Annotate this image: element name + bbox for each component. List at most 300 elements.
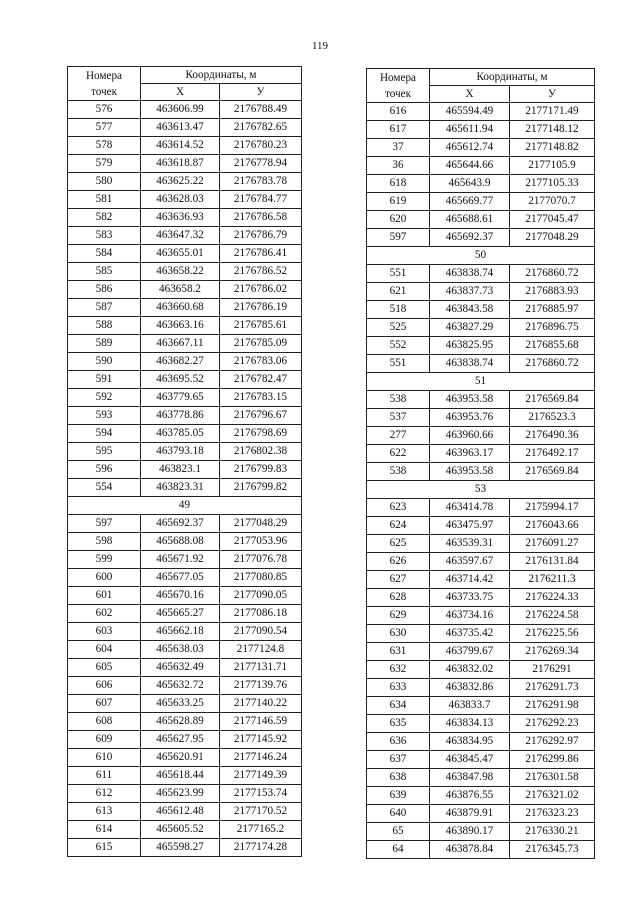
point-number-cell: 585 [68,263,141,281]
point-number-cell: 623 [367,499,430,517]
point-number-cell: 538 [367,391,430,409]
x-coordinate-cell: 465671.92 [141,551,220,569]
coordinates-table-right [366,68,595,859]
section-row [367,373,595,391]
y-coordinate-cell: 2176855.68 [510,337,595,355]
table-row [68,803,302,821]
table-row [68,839,302,857]
table-row [68,533,302,551]
x-coordinate-cell: 463614.52 [141,137,220,155]
y-coordinate-cell: 2176782.65 [220,119,302,137]
point-number-cell: 599 [68,551,141,569]
coordinates-header: Координаты, м [141,67,302,84]
y-coordinate-cell: 2176523.3 [510,409,595,427]
y-coordinate-cell: 2176778.94 [220,155,302,173]
point-number-cell: 36 [367,157,430,175]
point-number-cell: 637 [367,751,430,769]
x-coordinate-cell: 465643.9 [430,175,510,193]
point-number-cell: 37 [367,139,430,157]
point-number-cell: 518 [367,301,430,319]
y-coordinate-cell: 2176330.21 [510,823,595,841]
y-coordinate-cell: 2176783.06 [220,353,302,371]
table-row [367,679,595,697]
point-number-cell: 597 [367,229,430,247]
y-coordinate-cell: 2176785.61 [220,317,302,335]
y-coordinate-cell: 2177090.05 [220,587,302,605]
x-coordinate-cell: 463695.52 [141,371,220,389]
table-row [367,751,595,769]
point-number-cell: 624 [367,517,430,535]
y-header: У [510,86,595,103]
x-coordinate-cell: 463960.66 [430,427,510,445]
y-coordinate-cell: 2176291 [510,661,595,679]
point-number-cell: 607 [68,695,141,713]
x-coordinate-cell: 463793.18 [141,443,220,461]
y-coordinate-cell: 2176798.69 [220,425,302,443]
point-number-cell: 633 [367,679,430,697]
table-row [68,713,302,731]
table-row [367,229,595,247]
point-number-cell: 576 [68,101,141,119]
table-row [367,625,595,643]
table-row [68,695,302,713]
table-row [367,499,595,517]
point-number-cell: 629 [367,607,430,625]
x-coordinate-cell: 465669.77 [430,193,510,211]
point-number-header [68,67,141,101]
y-coordinate-cell: 2177131.71 [220,659,302,677]
x-coordinate-cell: 465688.61 [430,211,510,229]
y-coordinate-cell: 2177145.92 [220,731,302,749]
table-row [367,805,595,823]
y-coordinate-cell: 2177090.54 [220,623,302,641]
table-row [367,139,595,157]
y-coordinate-cell: 2176043.66 [510,517,595,535]
x-coordinate-cell: 463414.78 [430,499,510,517]
section-row [367,247,595,265]
y-coordinate-cell: 2176291.98 [510,697,595,715]
point-number-cell: 525 [367,319,430,337]
x-coordinate-cell: 465623.99 [141,785,220,803]
y-coordinate-cell: 2176786.41 [220,245,302,263]
point-number-cell: 598 [68,533,141,551]
table-row [367,103,595,121]
table-row [367,409,595,427]
point-number-cell: 595 [68,443,141,461]
x-coordinate-cell: 463838.74 [430,265,510,283]
y-coordinate-cell: 2177148.82 [510,139,595,157]
y-coordinate-cell: 2176224.58 [510,607,595,625]
point-number-cell: 636 [367,733,430,751]
table-row [367,553,595,571]
y-coordinate-cell: 2177105.9 [510,157,595,175]
table-row [68,749,302,767]
point-number-cell: 619 [367,193,430,211]
point-number-cell: 628 [367,589,430,607]
point-number-cell: 604 [68,641,141,659]
x-coordinate-cell: 465612.74 [430,139,510,157]
x-coordinate-cell: 465632.49 [141,659,220,677]
point-number-cell: 65 [367,823,430,841]
table-row [367,283,595,301]
y-coordinate-cell: 2177153.74 [220,785,302,803]
x-coordinate-cell: 463628.03 [141,191,220,209]
point-number-cell: 590 [68,353,141,371]
table-row [367,337,595,355]
x-coordinate-cell: 463953.58 [430,463,510,481]
section-row [367,481,595,499]
x-coordinate-cell: 463832.02 [430,661,510,679]
table-row [68,281,302,299]
point-number-cell: 605 [68,659,141,677]
x-coordinate-cell: 465627.95 [141,731,220,749]
table-row [367,211,595,229]
y-coordinate-cell: 2176091.27 [510,535,595,553]
y-coordinate-cell: 2177165.2 [220,821,302,839]
y-coordinate-cell: 2176784.77 [220,191,302,209]
table-row [367,769,595,787]
x-coordinate-cell: 463833.7 [430,697,510,715]
table-row [68,191,302,209]
point-number-cell: 578 [68,137,141,155]
point-number-cell: 630 [367,625,430,643]
section-row [68,497,302,515]
x-coordinate-cell: 465633.25 [141,695,220,713]
point-number-cell: 602 [68,605,141,623]
section-label: 53 [367,481,595,499]
y-coordinate-cell: 2177076.78 [220,551,302,569]
point-number-cell: 581 [68,191,141,209]
y-coordinate-cell: 2176896.75 [510,319,595,337]
point-number-cell: 593 [68,407,141,425]
point-number-cell: 638 [367,769,430,787]
x-coordinate-cell: 465632.72 [141,677,220,695]
x-coordinate-cell: 463636.93 [141,209,220,227]
point-number-cell: 577 [68,119,141,137]
table-row [68,479,302,497]
y-coordinate-cell: 2176786.58 [220,209,302,227]
section-label: 49 [68,497,302,515]
x-coordinate-cell: 463799.67 [430,643,510,661]
x-coordinate-cell: 465692.37 [430,229,510,247]
table-row [68,605,302,623]
x-coordinate-cell: 463735.42 [430,625,510,643]
point-number-cell: 612 [68,785,141,803]
table-row [367,355,595,373]
y-coordinate-cell: 2176211.3 [510,571,595,589]
point-number-header-line2: точек [90,85,118,98]
x-coordinate-cell: 463667.11 [141,335,220,353]
table-row [68,137,302,155]
y-coordinate-cell: 2177139.76 [220,677,302,695]
y-coordinate-cell: 2176291.73 [510,679,595,697]
point-number-cell: 621 [367,283,430,301]
y-coordinate-cell: 2177146.59 [220,713,302,731]
y-coordinate-cell: 2176131.84 [510,553,595,571]
x-coordinate-cell: 463734.16 [430,607,510,625]
x-coordinate-cell: 463539.31 [430,535,510,553]
table-row [68,443,302,461]
table-row [68,677,302,695]
y-coordinate-cell: 2177148.12 [510,121,595,139]
y-coordinate-cell: 2177048.29 [220,515,302,533]
y-coordinate-cell: 2177045.47 [510,211,595,229]
x-coordinate-cell: 463597.67 [430,553,510,571]
y-coordinate-cell: 2176345.73 [510,841,595,859]
y-coordinate-cell: 2176786.02 [220,281,302,299]
point-number-cell: 64 [367,841,430,859]
x-coordinate-cell: 463779.65 [141,389,220,407]
x-coordinate-cell: 465665.27 [141,605,220,623]
y-coordinate-cell: 2176321.02 [510,787,595,805]
point-number-header [367,69,430,103]
table-row [68,101,302,119]
table-row [68,317,302,335]
y-coordinate-cell: 2177146.24 [220,749,302,767]
point-number-cell: 601 [68,587,141,605]
table-row [367,445,595,463]
y-coordinate-cell: 2176269.34 [510,643,595,661]
x-coordinate-cell: 463878.84 [430,841,510,859]
table-row [68,731,302,749]
x-coordinate-cell: 465677.05 [141,569,220,587]
x-coordinate-cell: 463845.47 [430,751,510,769]
x-coordinate-cell: 463953.76 [430,409,510,427]
table-row [367,535,595,553]
table-row [367,157,595,175]
point-number-cell: 615 [68,839,141,857]
point-number-cell: 551 [367,355,430,373]
y-coordinate-cell: 2176802.38 [220,443,302,461]
x-coordinate-cell: 465611.94 [430,121,510,139]
y-coordinate-cell: 2177048.29 [510,229,595,247]
x-coordinate-cell: 463890.17 [430,823,510,841]
table-row [367,661,595,679]
point-number-cell: 616 [367,103,430,121]
x-coordinate-cell: 463953.58 [430,391,510,409]
x-coordinate-cell: 465644.66 [430,157,510,175]
y-coordinate-cell: 2177070.7 [510,193,595,211]
point-number-cell: 640 [367,805,430,823]
y-coordinate-cell: 2175994.17 [510,499,595,517]
y-coordinate-cell: 2177149.39 [220,767,302,785]
table-row [68,389,302,407]
point-number-cell: 609 [68,731,141,749]
x-coordinate-cell: 463658.2 [141,281,220,299]
x-coordinate-cell: 463778.86 [141,407,220,425]
table-row [367,175,595,193]
x-coordinate-cell: 463682.27 [141,353,220,371]
table-row [68,515,302,533]
table-row [68,425,302,443]
y-coordinate-cell: 2176301.58 [510,769,595,787]
table-row [367,121,595,139]
x-coordinate-cell: 463837.73 [430,283,510,301]
point-number-cell: 584 [68,245,141,263]
table-header [68,67,302,101]
table-header [367,69,595,103]
x-coordinate-cell: 465598.27 [141,839,220,857]
point-number-cell: 625 [367,535,430,553]
table-row [367,697,595,715]
point-number-cell: 603 [68,623,141,641]
point-number-cell: 610 [68,749,141,767]
point-number-cell: 277 [367,427,430,445]
y-coordinate-cell: 2176783.78 [220,173,302,191]
point-number-cell: 635 [367,715,430,733]
y-coordinate-cell: 2176860.72 [510,265,595,283]
y-coordinate-cell: 2177086.18 [220,605,302,623]
table-row [367,193,595,211]
x-coordinate-cell: 463879.91 [430,805,510,823]
x-coordinate-cell: 463834.95 [430,733,510,751]
table-row [68,335,302,353]
y-coordinate-cell: 2177170.52 [220,803,302,821]
point-number-cell: 583 [68,227,141,245]
x-coordinate-cell: 463658.22 [141,263,220,281]
x-coordinate-cell: 463832.86 [430,679,510,697]
x-coordinate-cell: 463963.17 [430,445,510,463]
x-coordinate-cell: 463714.42 [430,571,510,589]
y-header: У [220,84,302,101]
point-number-cell: 597 [68,515,141,533]
table-row [68,245,302,263]
section-label: 51 [367,373,595,391]
x-coordinate-cell: 463618.87 [141,155,220,173]
section-label: 50 [367,247,595,265]
x-coordinate-cell: 465662.18 [141,623,220,641]
point-number-header-line1: Номера [379,71,417,84]
point-number-cell: 639 [367,787,430,805]
y-coordinate-cell: 2176796.67 [220,407,302,425]
point-number-header-line2: точек [384,87,412,100]
y-coordinate-cell: 2176788.49 [220,101,302,119]
table-row [68,587,302,605]
x-coordinate-cell: 463655.01 [141,245,220,263]
table-row [68,227,302,245]
y-coordinate-cell: 2177105.33 [510,175,595,193]
table-row [68,569,302,587]
x-coordinate-cell: 465594.49 [430,103,510,121]
x-coordinate-cell: 463625.22 [141,173,220,191]
x-coordinate-cell: 463843.58 [430,301,510,319]
point-number-cell: 588 [68,317,141,335]
y-coordinate-cell: 2176786.79 [220,227,302,245]
x-coordinate-cell: 463876.55 [430,787,510,805]
point-number-cell: 580 [68,173,141,191]
point-number-cell: 600 [68,569,141,587]
x-coordinate-cell: 465628.89 [141,713,220,731]
table-row [367,265,595,283]
point-number-cell: 632 [367,661,430,679]
point-number-cell: 606 [68,677,141,695]
x-coordinate-cell: 465618.44 [141,767,220,785]
table-row [367,841,595,859]
point-number-cell: 587 [68,299,141,317]
table-row [367,733,595,751]
point-number-cell: 589 [68,335,141,353]
table-row [68,785,302,803]
x-coordinate-cell: 463733.75 [430,589,510,607]
table-row [367,607,595,625]
table-row [367,571,595,589]
y-coordinate-cell: 2176323.23 [510,805,595,823]
table-row [367,787,595,805]
point-number-cell: 617 [367,121,430,139]
y-coordinate-cell: 2176799.83 [220,461,302,479]
point-number-cell: 631 [367,643,430,661]
point-number-cell: 551 [367,265,430,283]
table-row [367,301,595,319]
point-number-cell: 582 [68,209,141,227]
y-coordinate-cell: 2176492.17 [510,445,595,463]
x-coordinate-cell: 463663.16 [141,317,220,335]
table-row [68,821,302,839]
y-coordinate-cell: 2176780.23 [220,137,302,155]
y-coordinate-cell: 2176786.52 [220,263,302,281]
x-coordinate-cell: 465670.16 [141,587,220,605]
table-row [68,173,302,191]
point-number-cell: 611 [68,767,141,785]
table-row [68,353,302,371]
y-coordinate-cell: 2176224.33 [510,589,595,607]
table-row [367,589,595,607]
table-row [367,715,595,733]
x-coordinate-cell: 465638.03 [141,641,220,659]
table-row [367,823,595,841]
table-row [367,463,595,481]
x-coordinate-cell: 463613.47 [141,119,220,137]
y-coordinate-cell: 2176292.23 [510,715,595,733]
table-row [68,209,302,227]
coordinates-table-left [67,66,302,857]
point-number-cell: 554 [68,479,141,497]
table-row [68,407,302,425]
point-number-cell: 596 [68,461,141,479]
y-coordinate-cell: 2177124.8 [220,641,302,659]
table-row [367,391,595,409]
y-coordinate-cell: 2176299.86 [510,751,595,769]
x-coordinate-cell: 465612.48 [141,803,220,821]
x-coordinate-cell: 463825.95 [430,337,510,355]
x-coordinate-cell: 463834.13 [430,715,510,733]
table-body-right [367,103,595,859]
table-row [367,319,595,337]
x-header: X [141,84,220,101]
table-row [68,119,302,137]
point-number-cell: 626 [367,553,430,571]
table-row [68,659,302,677]
y-coordinate-cell: 2177174.28 [220,839,302,857]
x-coordinate-cell: 463647.32 [141,227,220,245]
y-coordinate-cell: 2177171.49 [510,103,595,121]
point-number-cell: 613 [68,803,141,821]
table-row [367,643,595,661]
coordinates-header: Координаты, м [430,69,595,86]
x-coordinate-cell: 463785.05 [141,425,220,443]
y-coordinate-cell: 2176569.84 [510,391,595,409]
point-number-cell: 594 [68,425,141,443]
x-coordinate-cell: 463823.31 [141,479,220,497]
y-coordinate-cell: 2176883.93 [510,283,595,301]
point-number-cell: 592 [68,389,141,407]
y-coordinate-cell: 2176490.36 [510,427,595,445]
point-number-cell: 579 [68,155,141,173]
x-coordinate-cell: 463660.68 [141,299,220,317]
point-number-cell: 538 [367,463,430,481]
page-number: 119 [311,40,329,52]
x-coordinate-cell: 463606.99 [141,101,220,119]
